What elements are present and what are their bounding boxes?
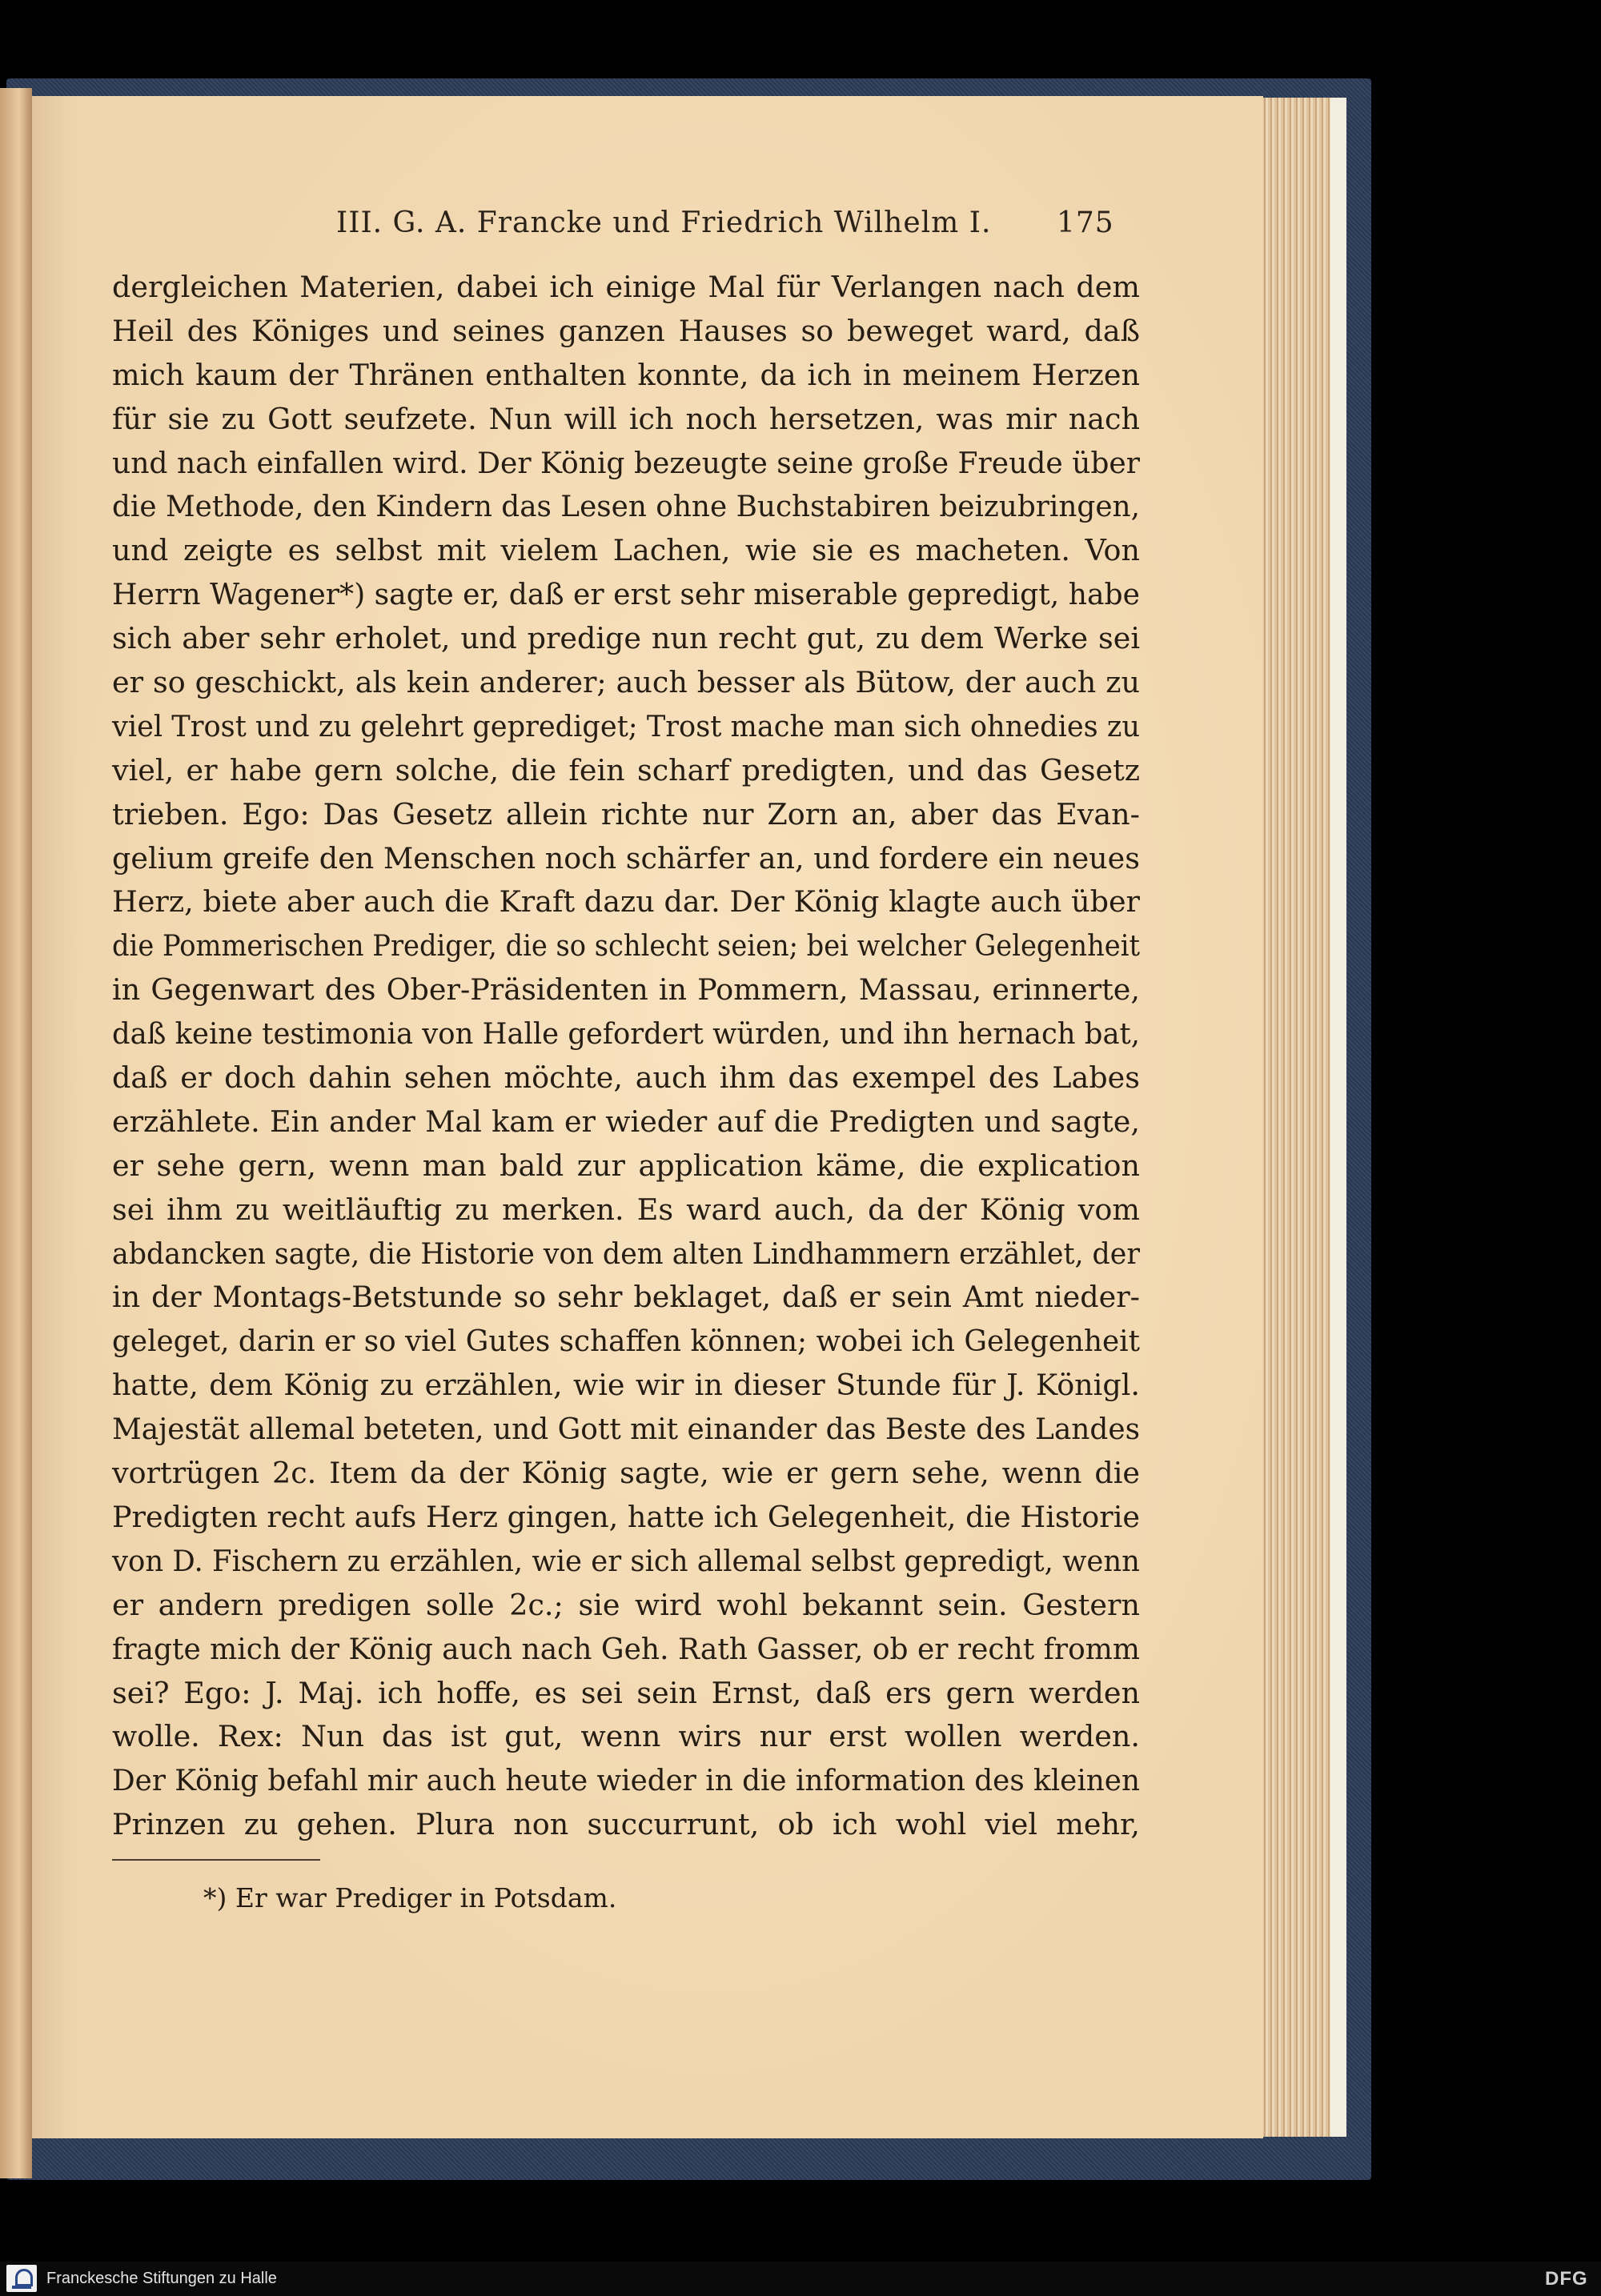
- text-line: viel, er habe gern solche, die fein scharf predigten, und das Gesetz: [112, 752, 1140, 787]
- text-line: für sie zu Gott seufzete. Nun will ich noch hersetzen, was mir nach: [112, 401, 1140, 436]
- text-line: Der König befahl mir auch heute wieder in die information des kleinen: [112, 1763, 1140, 1798]
- page-number: 175: [1057, 206, 1114, 239]
- footnote: *) Er war Prediger in Potsdam.: [203, 1882, 617, 1913]
- body-text: [112, 266, 1140, 1847]
- text-line: die Pommerischen Prediger, die so schlecht seien; bei welcher Gelegenheit: [112, 928, 1140, 964]
- text-line: gelium greife den Menschen noch schärfer an, und fordere ein neues: [112, 840, 1140, 876]
- text-line: Heil des Königes und seines ganzen Hauses so beweget ward, daß: [112, 313, 1140, 348]
- text-line: die Methode, den Kindern das Lesen ohne Buchstabiren beizubringen,: [112, 489, 1140, 524]
- text-line: Herz, biete aber auch die Kraft dazu dar. Der König klagte auch über: [112, 884, 1140, 920]
- running-head-title: III. G. A. Francke und Friedrich Wilhelm I.: [336, 206, 992, 239]
- running-head: [32, 206, 1263, 246]
- text-line: hatte, dem König zu erzählen, wie wir in dieser Stunde für J. Königl.: [112, 1368, 1140, 1403]
- text-line: abdancken sagte, die Historie von dem alten Lindhammern erzählet, der: [112, 1236, 1140, 1271]
- text-line: in Gegenwart des Ober-Präsidenten in Pommern, Massau, erinnerte,: [112, 972, 1140, 1008]
- text-line: Majestät allemal beteten, und Gott mit einander das Beste des Landes: [112, 1412, 1140, 1447]
- text-line: trieben. Ego: Das Gesetz allein richte nur Zorn an, aber das Evan-: [112, 796, 1140, 831]
- text-line: sei? Ego: J. Maj. ich hoffe, es sei sein Ernst, daß ers gern werden: [112, 1675, 1140, 1710]
- text-line: vortrügen 2c. Item da der König sagte, wie er gern sehe, wenn die: [112, 1456, 1140, 1491]
- text-line: daß er doch dahin sehen möchte, auch ihm das exempel des Labes: [112, 1060, 1140, 1096]
- text-line: dergleichen Materien, dabei ich einige Mal für Verlangen nach dem: [112, 270, 1140, 304]
- text-line: und zeigte es selbst mit vielem Lachen, wie sie es macheten. Von: [112, 533, 1140, 568]
- text-line: er sehe gern, wenn man bald zur application käme, die explication: [112, 1148, 1140, 1183]
- text-line: in der Montags-Betstunde so sehr beklaget, daß er sein Amt nieder-: [112, 1280, 1140, 1315]
- endpaper-edge: [1330, 98, 1346, 2137]
- footer-bar: [0, 2262, 1601, 2296]
- text-line: von D. Fischern zu erzählen, wie er sich allemal selbst gepredigt, wenn: [112, 1543, 1140, 1578]
- text-line: er so geschickt, als kein anderer; auch besser als Bütow, der auch zu: [112, 665, 1140, 700]
- text-line: viel Trost und zu gelehrt geprediget; Trost mache man sich ohnedies zu: [112, 708, 1140, 743]
- book-page: [32, 96, 1263, 2138]
- text-line: fragte mich der König auch nach Geh. Rath Gasser, ob er recht fromm: [112, 1631, 1140, 1666]
- text-line: mich kaum der Thränen enthalten konnte, da ich in meinem Herzen: [112, 357, 1140, 392]
- text-line: Prinzen zu gehen. Plura non succurrunt, ob ich wohl viel mehr,: [112, 1807, 1140, 1842]
- text-line: Predigten recht aufs Herz gingen, hatte ich Gelegenheit, die Historie: [112, 1499, 1140, 1534]
- text-line: sei ihm zu weitläuftig zu merken. Es ward auch, da der König vom: [112, 1192, 1140, 1227]
- dfg-logo: DFG: [1545, 2268, 1588, 2290]
- text-line: geleget, darin er so viel Gutes schaffen können; wobei ich Gelegenheit: [112, 1324, 1140, 1359]
- text-line: wolle. Rex: Nun das ist gut, wenn wirs nur erst wollen werden.: [112, 1719, 1140, 1754]
- text-line: und nach einfallen wird. Der König bezeugte seine große Freude über: [112, 445, 1140, 480]
- library-name: Franckesche Stiftungen zu Halle: [46, 2270, 277, 2287]
- text-line: er andern predigen solle 2c.; sie wird wohl bekannt sein. Gestern: [112, 1587, 1140, 1622]
- library-logo-icon: [6, 2265, 37, 2292]
- footnote-rule: [112, 1859, 320, 1861]
- text-line: Herrn Wagener*) sagte er, daß er erst sehr miserable gepredigt, habe: [112, 577, 1140, 612]
- text-line: daß keine testimonia von Halle gefordert würden, und ihn hernach bat,: [112, 1016, 1140, 1052]
- text-line: sich aber sehr erholet, und predige nun recht gut, zu dem Werke sei: [112, 621, 1140, 656]
- text-line: erzählete. Ein ander Mal kam er wieder auf die Predigten und sagte,: [112, 1104, 1140, 1139]
- facing-page-edge: [0, 88, 32, 2178]
